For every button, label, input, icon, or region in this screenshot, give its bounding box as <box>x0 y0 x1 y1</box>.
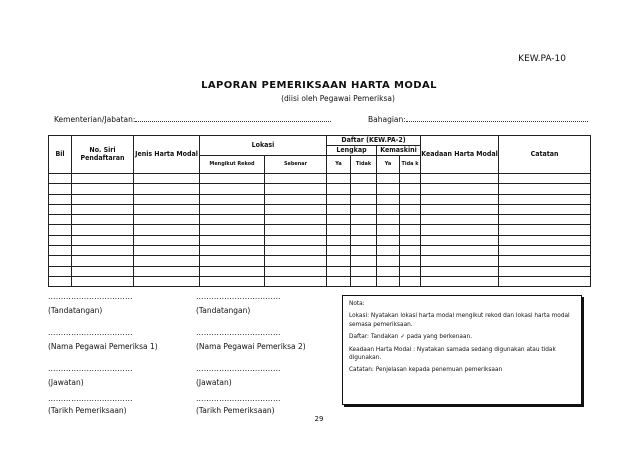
name-line-1: …………………………… <box>48 328 133 337</box>
header-kemaskini-tidak: Tida k <box>400 156 421 174</box>
header-lengkap-tidak: Tidak <box>351 156 377 174</box>
table-row <box>49 174 591 184</box>
signature-line-1: …………………………… <box>48 292 133 301</box>
header-jenis: Jenis Harta Modal <box>134 136 200 174</box>
header-bil: Bil <box>49 136 72 174</box>
page-subtitle: (diisi oleh Pegawai Pemeriksa) <box>281 94 395 103</box>
table-row <box>49 266 591 276</box>
date-line-2: …………………………… <box>196 394 281 403</box>
header-lokasi: Lokasi <box>200 136 327 156</box>
page-number: 29 <box>314 415 324 423</box>
header-mengikut-rekod: Mengikut Rekod <box>200 156 265 174</box>
table-row <box>49 235 591 245</box>
header-kemaskini-ya: Ya <box>377 156 400 174</box>
table-row <box>49 215 591 225</box>
header-sebenar: Sebenar <box>265 156 327 174</box>
ministry-line <box>135 114 331 122</box>
header-catatan: Catatan <box>499 136 591 174</box>
header-keadaan: Keadaan Harta Modal <box>421 136 499 174</box>
signature-line-2: …………………………… <box>196 292 281 301</box>
name-label-2: (Nama Pegawai Pemeriksa 2) <box>196 342 306 351</box>
ministry-label: Kementerian/Jabatan: <box>54 115 136 124</box>
department-line <box>406 114 588 122</box>
page-title: LAPORAN PEMERIKSAAN HARTA MODAL <box>201 80 437 91</box>
table-row <box>49 256 591 266</box>
note-catatan: Catatan: Penjelasan kepada penemuan pemeriksaan <box>349 367 503 374</box>
signature-label-1: (Tandatangan) <box>48 306 103 315</box>
date-line-1: …………………………… <box>48 394 133 403</box>
signature-label-2: (Tandatangan) <box>196 306 251 315</box>
position-line-2: …………………………… <box>196 364 281 373</box>
note-heading: Nota: <box>349 301 365 307</box>
table-row <box>49 184 591 194</box>
header-lengkap: Lengkap <box>327 146 377 156</box>
header-no-siri: No. Siri Pendaftaran <box>72 136 134 174</box>
note-box <box>342 295 582 405</box>
position-label-2: (Jawatan) <box>196 378 232 387</box>
table-row <box>49 246 591 256</box>
header-lengkap-ya: Ya <box>327 156 351 174</box>
header-daftar: Daftar (KEW.PA-2) <box>327 136 421 146</box>
name-label-1: (Nama Pegawai Pemeriksa 1) <box>48 342 158 351</box>
header-kemaskini: Kemaskini <box>377 146 421 156</box>
asset-table <box>48 135 591 287</box>
ministry-field <box>54 114 331 124</box>
table-row <box>49 225 591 235</box>
form-code: KEW.PA-10 <box>518 54 566 64</box>
position-line-1: …………………………… <box>48 364 133 373</box>
position-label-1: (Jawatan) <box>48 378 84 387</box>
name-line-2: …………………………… <box>196 328 281 337</box>
note-keadaan: Keadaan Harta Modal : Nyatakan samada sedang digunakan atau tidak digunakan. <box>349 346 556 361</box>
date-label-1: (Tarikh Pemeriksaan) <box>48 406 127 415</box>
note-daftar: Daftar: Tandakan ✓ pada yang berkenaan. <box>349 334 473 341</box>
date-label-2: (Tarikh Pemeriksaan) <box>196 406 275 415</box>
table-row <box>49 194 591 204</box>
department-field <box>368 114 588 124</box>
table-row <box>49 204 591 214</box>
department-label: Bahagian: <box>368 115 406 124</box>
note-lokasi: Lokasi: Nyatakan lokasi harta modal mengikut rekod dan lokasi harta modal semasa pemeriksaan. <box>349 313 570 328</box>
table-row <box>49 276 591 286</box>
